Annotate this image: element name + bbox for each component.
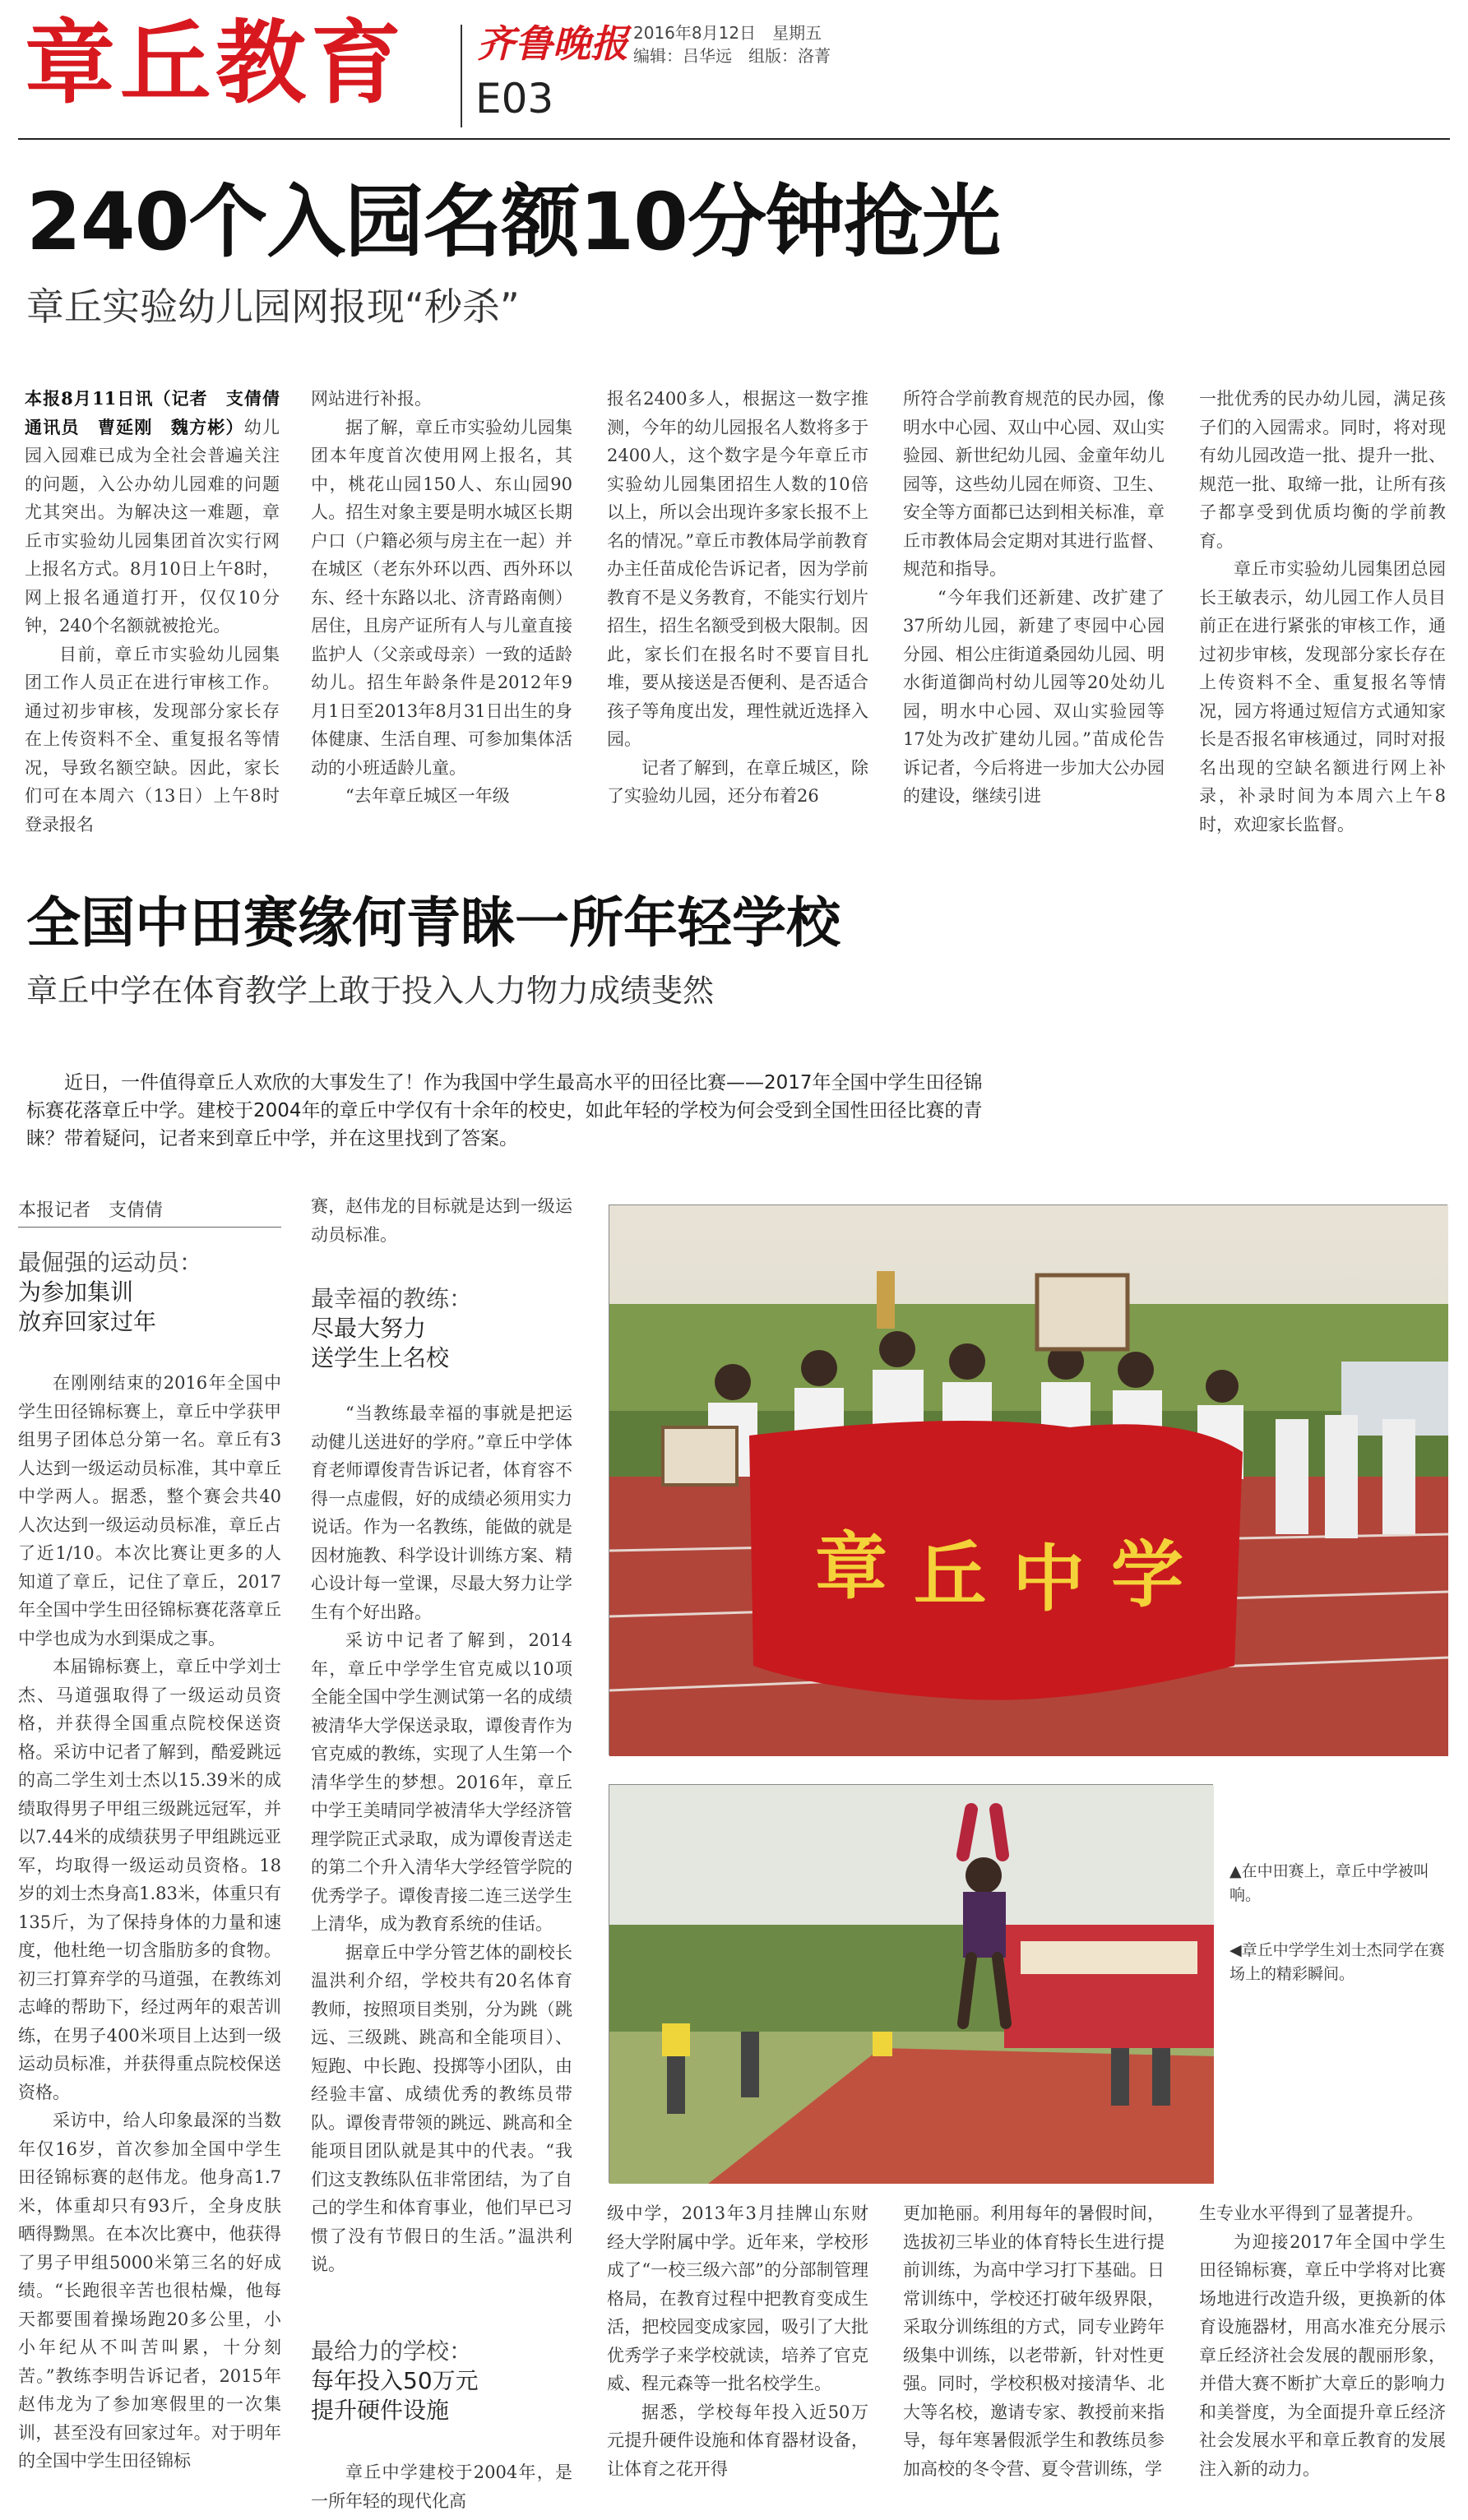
article2-para: 在刚刚结束的2016年全国中学生田径锦标赛上，章丘中学获甲组男子团体总分第一名。章丘有3人达到一级运动员标准，其中章丘中学两人。据悉，整个赛会共40人次达到一级运动员标准，章丘占了近1/10。本次比赛让更多的人知道了章丘，记住了章丘，2017年全国中学生田径锦标赛花落章丘中学也成为水到渠成之事。 <box>18 1373 281 1648</box>
article1-column-3 <box>607 385 868 816</box>
issue-date: 2016年8月12日 星期五 <box>633 23 822 43</box>
article1-para: “去年章丘城区一年级 <box>345 786 510 806</box>
article1-para: 幼儿园入园难已成为全社会普遍关注的问题，入公办幼儿园难的问题尤其突出。为解决这一难题，章丘市实验幼儿园集团首次实行网上报名方式。8月10日上午8时，网上报名通道打开，仅仅10分钟，240个名额就被抢光。 <box>25 417 280 636</box>
subhead-2-line: 送学生上名校 <box>311 1344 450 1371</box>
subhead-2-line: 尽最大努力 <box>311 1315 427 1342</box>
subhead-1-kicker: 最倔强的运动员： <box>18 1249 203 1276</box>
article1-column-5 <box>1199 385 1446 835</box>
jump-photo-illustration <box>609 1785 1214 2184</box>
article2-column-1 <box>18 1369 281 2512</box>
subhead-1-line: 放弃回家过年 <box>18 1308 157 1335</box>
article2-para: 章丘中学建校于2004年，是一所年轻的现代化高 <box>311 2462 572 2511</box>
editor-credit: 编辑：吕华远 组版：洛菁 <box>633 46 831 66</box>
photo-team-banner <box>609 1205 1447 1755</box>
banner-char: 丘 <box>914 1532 987 1617</box>
subhead-1 <box>18 1248 281 1337</box>
article2-para: 采访中记者了解到，2014年，章丘中学学生官克威以10项全能全国中学生测试第一名的成绩被清华大学保送录取，谭俊青作为官克威的教练，实现了人生第一个清华学生的梦想。2016年，章丘中学王美晴同学被清华大学经济管理学院正式录取，成为谭俊青送走的第二个升入清华大学经管学院的优秀学子。谭俊青接二连三送学生上清华，成为教育系统的佳话。 <box>311 1630 572 1934</box>
article2-headline: 全国中田赛缘何青睐一所年轻学校 <box>26 891 841 955</box>
banner-char: 中 <box>1012 1536 1086 1621</box>
article2-para: 更加艳丽。利用每年的暑假时间，选拔初三毕业的体育特长生进行提前训练，为高中学习打下基础。日常训练中，学校还打破年级界限，采取分训练组的方式，同专业跨年级集中训练，以老带新，针对性更强。同时，学校积极对接清华、北大等名校，邀请专家、教授前来指导，每年寒暑假派学生和教练员参加高校的冬令营、夏令营训练，学 <box>903 2203 1165 2479</box>
article2-column-3 <box>607 2199 868 2512</box>
subhead-3 <box>311 2337 572 2425</box>
banner-char: 学 <box>1111 1532 1184 1617</box>
article2-para: 生专业水平得到了显著提升。 <box>1199 2203 1424 2223</box>
article1-para: 记者了解到，在章丘城区，除了实验幼儿园，还分布着26 <box>607 757 868 806</box>
page-number: E03 <box>475 75 554 123</box>
article1-para: 报名2400多人，根据这一数字推测，今年的幼儿园报名人数将多于2400人，这个数字是今年章丘市实验幼儿园集团招生人数的10倍以上，所以会出现许多家长报不上名的情况。”章丘市教体局学前教育办主任苗成伦告诉记者，因为学前教育不是义务教育，不能实行划片招生，招生名额受到极大限制。因此，家长们在报名时不要盲目扎堆，要从接送是否便利、是否适合孩子等角度出发，理性就近选择入园。 <box>607 389 868 749</box>
section-title: 章丘教育 <box>25 11 406 116</box>
article1-para: “今年我们还新建、改扩建了37所幼儿园，新建了枣园中心园分园、相公庄街道桑园幼儿园、明水街道御尚村幼儿园等20处幼儿园，明水中心园、双山实验园等17处为改扩建幼儿园。”苗成伦告诉记者，今后将进一步加大公办园的建设，继续引进 <box>903 587 1165 806</box>
masthead-rule <box>18 138 1450 140</box>
article1-column-4 <box>903 385 1165 816</box>
article1-para: 所符合学前教育规范的民办园，像明水中心园、双山中心园、双山实验园、新世纪幼儿园、金童年幼儿园等，这些幼儿园在师资、卫生、安全等方面都已达到相关标准，章丘市教体局会定期对其进行监督、规范和指导。 <box>903 389 1165 579</box>
article1-para: 目前，章丘市实验幼儿园集团工作人员正在进行审核工作。通过初步审核，发现部分家长存在上传资料不全、重复报名等情况，导致名额空缺。因此，家长们可在本周六（13日）上午8时登录报名 <box>25 644 280 835</box>
newspaper-logo: 齐鲁晚报 <box>477 21 628 66</box>
article2-column-2 <box>311 1399 572 2274</box>
photo-long-jump <box>609 1784 1213 2183</box>
article1-headline: 240个入园名额10分钟抢光 <box>26 176 1000 268</box>
article1-para: 一批优秀的民办幼儿园，满足孩子们的入园需求。同时，将对现有幼儿园改造一批、提升一批、规范一批、取缔一批，让所有孩子都享受到优质均衡的学前教育。 <box>1199 389 1446 551</box>
article2-para: 级中学，2013年3月挂牌山东财经大学附属中学。近年来，学校形成了“一校三级六部”的分部制管理格局，在教育过程中把教育变成生活，把校园变成家园，吸引了大批优秀学子来学校就读，培养了官克威、程元森等一批名校学生。 <box>607 2203 868 2393</box>
article2-column-2-bottom <box>311 2458 572 2516</box>
article1-para: 网站进行补报。 <box>311 389 432 409</box>
article2-column-4 <box>903 2199 1165 2512</box>
subhead-2-kicker: 最幸福的教练： <box>311 1285 473 1312</box>
article2-subhead: 章丘中学在体育教学上敢于投入人力物力成绩斐然 <box>26 973 715 1009</box>
article2-column-2-top <box>311 1192 572 1250</box>
byline-rule <box>18 1227 281 1228</box>
subhead-3-line: 提升硬件设施 <box>311 2397 450 2424</box>
article2-para: 赛，赵伟龙的目标就是达到一级运动员标准。 <box>311 1196 572 1245</box>
photo2-caption: ◀章丘中学学生刘士杰同学在赛场上的精彩瞬间。 <box>1230 1941 1445 1983</box>
article2-para: 本届锦标赛上，章丘中学刘士杰、马道强取得了一级运动员资格，并获得全国重点院校保送资格。采访中记者了解到，酷爱跳远的高二学生刘士杰以15.39米的成绩取得男子甲组三级跳远冠军，并以7.44米的成绩获男子甲组跳远亚军，均取得一级运动员资格。18岁的刘士杰身高1.83米，体重只有135斤，为了保持身体的力量和速度，他杜绝一切含脂肪多的食物。初三打算弃学的马道强，在教练刘志峰的帮助下，经过两年的艰苦训练，在男子400米项目上达到一级运动员标准，并获得重点院校保送资格。 <box>18 1657 281 2102</box>
article1-column-1 <box>25 385 297 835</box>
subhead-3-kicker: 最给力的学校： <box>311 2337 473 2365</box>
article2-intro: 近日，一件值得章丘人欢欣的大事发生了！作为我国中学生最高水平的田径比赛——2017年全国中学生田径锦标赛花落章丘中学。建校于2004年的章丘中学仅有十余年的校史，如此年轻的学校为何会受到全国性田径比赛的青睐？带着疑问，记者来到章丘中学，并在这里找到了答案。 <box>26 1072 983 1149</box>
article2-para: 采访中，给人印象最深的当数年仅16岁，首次参加全国中学生田径锦标赛的赵伟龙。他身高1.7米，体重却只有93斤，全身皮肤晒得黝黑。在本次比赛中，他获得了男子甲组5000米第三名的好成绩。“长跑很辛苦也很枯燥，他每天都要围着操场跑20多公里，小小年纪从不叫苦叫累，十分刻苦。”教练李明告诉记者，2015年赵伟龙为了参加寒假里的一次集训，甚至没有回家过年。对于明年的全国中学生田径锦标 <box>18 2111 281 2471</box>
article1-column-2 <box>311 385 572 816</box>
photo1-caption: ▲在中田赛上，章丘中学被叫响。 <box>1230 1862 1429 1904</box>
article2-para: 据悉，学校每年投入近50万元提升硬件设施和体育器材设备，让体育之花开得 <box>607 2402 868 2479</box>
subhead-2 <box>311 1284 572 1373</box>
article1-subhead: 章丘实验幼儿园网报现“秒杀” <box>26 284 520 329</box>
banner-char: 章 <box>815 1524 888 1609</box>
article2-column-5 <box>1199 2199 1446 2512</box>
subhead-3-line: 每年投入50万元 <box>311 2367 479 2394</box>
article2-para: 为迎接2017年全国中学生田径锦标赛，章丘中学将对比赛场地进行改造升级，更换新的体育设施器材，用高水准充分展示章丘经济社会发展的靓丽形象，并借大赛不断扩大章丘的影响力和美誉度，为全面提升章丘经济社会发展水平和章丘教育的发展注入新的动力。 <box>1199 2231 1446 2479</box>
article2-para: 据章丘中学分管艺体的副校长温洪利介绍，学校共有20名体育教师，按照项目类别，分为跳（跳远、三级跳、跳高和全能项目）、短跑、中长跑、投掷等小团队，由经验丰富、成绩优秀的教练员带队。谭俊青带领的跳远、跳高和全能项目团队就是其中的代表。“我们这支教练队伍非常团结，为了自己的学生和体育事业，他们早已习惯了没有节假日的生活。”温洪利说。 <box>311 1942 572 2274</box>
article2-byline: 本报记者 支倩倩 <box>18 1200 164 1221</box>
subhead-1-line: 为参加集训 <box>18 1278 134 1306</box>
article1-byline: 本报8月11日讯（记者 支倩倩 通讯员 曹延刚 魏方彬） <box>25 388 297 437</box>
team-photo-illustration <box>609 1205 1448 1756</box>
article2-para: “当教练最幸福的事就是把运动健儿送进好的学府。”章丘中学体育老师谭俊青告诉记者，体育容不得一点虚假，好的成绩必须用实力说话。作为一名教练，能做的就是因材施教、科学设计训练方案、精心设计每一堂课，尽最大努力让学生有个好出路。 <box>311 1403 572 1622</box>
article1-para: 章丘市实验幼儿园集团总园长王敏表示，幼儿园工作人员目前正在进行紧张的审核工作，通过初步审核，发现部分家长存在上传资料不全、重复报名等情况，园方将通过短信方式通知家长是否报名审核通过，同时对报名出现的空缺名额进行网上补录，补录时间为本周六上午8时，欢迎家长监督。 <box>1199 559 1446 835</box>
masthead-divider <box>461 25 462 127</box>
article1-para: 据了解，章丘市实验幼儿园集团本年度首次使用网上报名，其中，桃花山园150人、东山园90人。招生对象主要是明水城区长期户口（户籍必须与房主在一起）并在城区（老东外环以西、西外环以东、经十东路以北、济青路南侧）居住，且房产证所有人与儿童直接监护人（父亲或母亲）一致的适龄幼儿。招生年龄条件是2012年9月1日至2013年8月31日出生的身体健康、生活自理、可参加集体活动的小班适龄儿童。 <box>311 417 572 778</box>
